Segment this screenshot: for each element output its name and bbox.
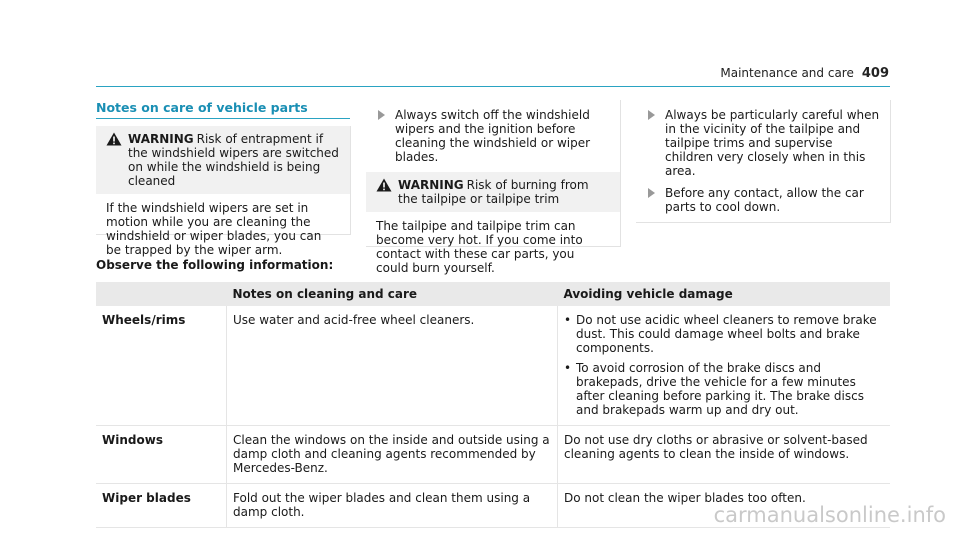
table-header-row xyxy=(96,282,890,306)
row-care-text: Fold out the wiper blades and clean them using a damp cloth. xyxy=(227,484,558,528)
warning-heading: Risk of entrapment if the windshield wipers are switched on while the windshield is being cleaned xyxy=(128,132,339,188)
list-item: • Do not use acidic wheel cleaners to remove brake dust. This could damage wheel bolts and brake components. xyxy=(564,313,884,355)
table-header-cell: Avoiding vehicle damage xyxy=(558,282,891,306)
tip-box-tailpipe xyxy=(636,100,891,223)
observe-label: Observe the following information: xyxy=(96,258,334,272)
page-number: 409 xyxy=(861,66,889,81)
care-info-table xyxy=(96,282,890,528)
warning-body: The tailpipe and tailpipe trim can become very hot. If you come into contact with these car parts, you could burn yourself. xyxy=(376,219,583,275)
arrow-right-icon xyxy=(648,188,655,198)
warning-keyword: WARNING xyxy=(398,178,464,192)
section-title: Notes on care of vehicle parts xyxy=(96,100,308,115)
arrow-right-icon xyxy=(648,110,655,120)
warning-triangle-icon xyxy=(106,132,122,146)
table-row xyxy=(96,306,890,426)
row-avoid-cell xyxy=(558,306,891,426)
warning-heading: Risk of burning from the tailpipe or tailpipe trim xyxy=(398,178,589,206)
tip-text: Always be particularly careful when in the vicinity of the tailpipe and tailpipe trims and supervise children very closely when in this area. xyxy=(665,108,880,178)
tip-item xyxy=(376,108,610,164)
warning-box-entrapment xyxy=(96,126,351,257)
warning-box-burning xyxy=(366,172,621,275)
warning-triangle-icon xyxy=(376,178,392,192)
table-row xyxy=(96,426,890,484)
row-care-text: Use water and acid-free wheel cleaners. xyxy=(227,306,558,426)
warning-body: If the windshield wipers are set in motion while you are cleaning the windshield or wiper blades, you can be trapped by the wiper arm. xyxy=(106,201,322,257)
tip-item xyxy=(646,108,880,178)
header-section: Maintenance and care xyxy=(720,66,854,80)
row-care-text: Clean the windows on the inside and outside using a damp cloth and cleaning agents recommended by Mercedes-Benz. xyxy=(227,426,558,484)
row-part-label: Windows xyxy=(96,426,227,484)
watermark-text: carmanualsonline.info xyxy=(713,503,946,527)
header-rule xyxy=(96,86,890,87)
list-item: • To avoid corrosion of the brake discs and brakepads, drive the vehicle for a few minutes after cleaning before parking it. The brake discs and brakepads warm up and dry out. xyxy=(564,361,884,417)
tip-box-switch-off xyxy=(366,100,621,173)
table-header-cell: Notes on cleaning and care xyxy=(227,282,558,306)
row-avoid-text: Do not clean the wiper blades too often. xyxy=(558,484,891,528)
arrow-right-icon xyxy=(378,110,385,120)
row-part-label: Wheels/rims xyxy=(96,306,227,426)
section-title-rule xyxy=(96,118,350,119)
warning-header xyxy=(96,126,350,194)
warning-keyword: WARNING xyxy=(128,132,194,146)
tip-text: Always switch off the windshield wipers and the ignition before cleaning the windshield or wiper blades. xyxy=(395,108,591,164)
table-header-cell xyxy=(96,282,227,306)
warning-header xyxy=(366,172,620,212)
running-header xyxy=(720,66,889,81)
row-avoid-text: Do not use dry cloths or abrasive or solvent-based cleaning agents to clean the inside of windows. xyxy=(558,426,891,484)
bullet-list xyxy=(564,313,884,417)
tip-item xyxy=(646,186,880,214)
row-part-label: Wiper blades xyxy=(96,484,227,528)
tip-text: Before any contact, allow the car parts to cool down. xyxy=(665,186,864,214)
